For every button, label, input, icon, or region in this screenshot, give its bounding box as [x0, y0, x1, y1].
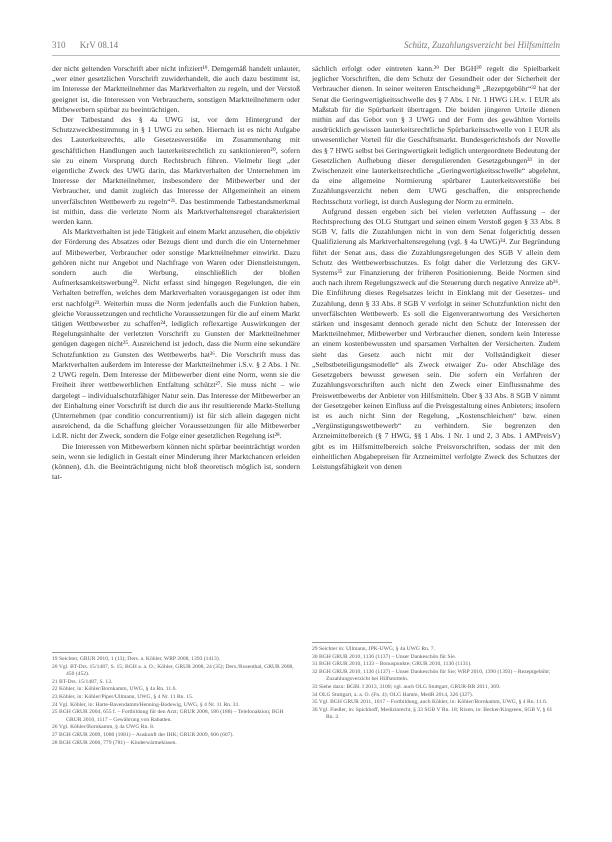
paragraph: sächlich erfolgt oder eintreten kann.²⁹ Der BGH³⁰ regelt die Spielbarkeit jeglicher Vorschriften, die dem Schutz der Gesundheit oder der Sicherheit der Verbraucher dienen. In seiner weiteren Entscheidung³¹ „Rezeptgebühr“³² hat der Senat die Geringwertigkeitsschwelle des § 7 Abs. 1 Nr. 1 HWG i.H.v. 1 EUR als Maßstab für die Spürbarkeit übertragen. Die beiden jüngeren Urteile dienen mithin auf das Gebot von § 3 UWG und der Form des gewählten Vorteils ausdrücklich gewissen lauterkeitsrechtliche Spürbarkeitsschwelle von 1 EUR als unwesentlicher Vorteil für die Geschäftsmarkt. Bundesgerichtshofs der Novelle des § 7 HWG selbst bei Geringwertigkeit lediglich untergeordnete Bedeutung der Gesetzlichen Aufhebung dieser deregulierenden Gesetzgebungen³³ in der Zwischenzeit eine lauterkeitsrechtliche „Geringwertigkeitsschwelle“ abgelehnt, da eine allgemeine Normierung spürbarer Lauterkeitsverstöße bei Zuzahlungsverzicht neben dem UWG geschaffen, die entsprechende Rechtsschutz vorliegt, ist durch Auslegung der Norm zu ermitteln. [312, 64, 560, 206]
footnote: 22 Köhler, in: Köhler/Bornkamm, UWG, § 4a Rn. 11.6. [52, 686, 177, 693]
footnote: 19 Seichter, GRUR 2010, 1 (13); Ders. a. Köhler, WRP 2008, 1393 (1413). [52, 656, 221, 662]
right-column [312, 64, 560, 472]
footnote: 21 BT-Drs. 15/1487, S. 13. [52, 678, 113, 685]
footnote: 28 BGH GRUR 2006, 779 (781) – Kinderwärmekissen. [52, 739, 177, 746]
footnote: 33 Siehe dazu: BGBl. I 2013, 3108; vgl. auch OLG Stuttgart, GRUR-RR 2011, 369. [312, 683, 501, 690]
paragraph: Der Tatbestand des § 4a UWG ist, vor dem Hintergrund der Schutzzweckbestimmung in § 1 UWG zu sehen. Hiernach ist es nicht Aufgabe des Lauterkeitsrechts, alle Gesetzesverstöße im Zusammenhang mit geschäftlichen Handlungen auch lauterkeitsrechtlich zu sanktionieren²⁰, sofern sie zu einem Vorsprung durch Rechtsbruch führen. Vielmehr liegt „der eigentliche Zweck des UWG darin, das Marktverhalten der Unternehmen im Interesse der Marktteilnehmer, insbesondere der Mitbewerber und der Verbraucher, und damit zugleich das Interesse der Allgemeinheit an einem unverfälschten Wettbewerb zu regeln“²¹. Das bestimmende Tatbestandsmerkmal ist mithin, dass die verletzte Norm als Marktverhaltensregel charakterisiert werden kann. [52, 115, 300, 227]
footnote: 35 Vgl. BGH GRUR 2011, 1017 – Fortbildung, auch Köhler, in: Köhler/Bornkamm, UWG, § 4 Rn. 11.6. [312, 699, 548, 706]
journal-name: KrV 08.14 [79, 40, 119, 50]
footnotes-right [312, 646, 560, 722]
paragraph: Als Marktverhalten ist jede Tätigkeit auf einem Markt anzusehen, die objektiv der Förderung des Absatzes oder Bezugs dient und durch die ein Unternehmer auf Mitbewerber, Verbraucher oder sonstige Marktteilnehmer einwirkt. Dazu gehören nicht nur Angebot und Nachfrage von Waren oder Dienstleistungen, sondern auch die Werbung, einschließlich der bloßen Aufmerksamkeitswerbung²². Nicht erfasst sind hingegen Regelungen, die ein Verhalten betreffen, welches dem Marktverhalten vorausgegangen ist oder ihm erst nachfolgt²³. Weiterhin muss die Norm jedenfalls auch die Funktion haben, gleiche Voraussetzungen und rechtliche Voraussetzungen für die auf einem Markt tätigen Wettbewerber zu schaffen²⁴, lediglich reflexartige Auswirkungen der Regelungsinhalte der verletzten Vorschrift zu Gunsten der Marktteilnehmer genügen dagegen nicht²⁵. Ausreichend ist jedoch, dass die Norm eine sekundäre Schutzfunktion zu Gunsten des Wettbewerbs hat²⁶. Die Vorschrift muss das Marktverhalten außerdem im Interesse der Marktteilnehmer i.S.v. § 2 Abs. 1 Nr. 2 UWG regeln. Dem Interesse der Mitbewerber dient eine Norm, wenn sie die Freiheit ihrer wettbewerblichen Entfaltung schützt²⁷. Sie muss nicht – wie dargelegt – individualschutzfähiger Natur sein. Das Interesse der Mitbewerber an der Einhaltung einer Vorschrift ist durch die aus ihr resultierende Markt-Stellung (Unternehmen (par conditio concurrentium)) ist für sich allein dagegen nicht ausreichend, da die Schaffung gleicher Voraussetzungen für alle Mitbewerber i.d.R. nicht der Zweck, sondern die Folge einer gesetzlichen Regelung ist²⁸. [52, 227, 300, 441]
footnote: 29 Seichter in: Ullmann, JPK-UWG, § 4a UWG Rn. 7. [312, 646, 435, 652]
footnote: 36 Vgl. Fiedler, in: Spickhoff, Medizinrecht, § 33 SGB V Rn. 18; Rixen, in: Becker/Kingreen, SGB V, § 61 Rn. 2. [312, 706, 553, 721]
footnote: 24 Vgl. Köhler, in: Harte-Bavendamm/Henning-Bodewig, UWG, § 4 Nr. 11 Rn. 31. [52, 701, 240, 708]
paragraph: Aufgrund dessen ergeben sich bei vielen verletzten Auffassung – der Rechtsprechung des OLG Stuttgart und seinen einem Verstoß gegen § 33 Abs. 8 SGB V, falls die Zuzahlungen nicht in von dem Senat folgerichtig dessen Qualifizierung als Marktverhaltensregelung (vgl. § 4a UWG)³⁴. Zur Begründung führt der Senat aus, dass die Zuzahlungsregelungen des SGB V allein dem Schutz des Wettbewerbsschutzes. Es folgt daher die Verletzung des GKV-Systems³⁵ zur Finanzierung der früheren Positionierung. Beide Normen sind auch nach ihrem Regelungszweck auf die Steuerung durch negative Anreize ab³⁶. Die Einführung dieses Regelsatzes leicht in Einklang mit der Gesetzes- und Zuzahlung, denn § 33 Abs. 8 SGB V verfolgt in seiner Schutzfunktion nicht den unverfälschten Wettbewerb. Es soll die Eigenverantwortung des Versicherten stärken und insgesamt dennoch gerade nicht den Schutz der Interessen der Marktteilnehmer, Mitbewerber und Verbraucher dienen, sondern kein Interesse an einem kostenbewussten und sparsamen Verhalten der Versicherten. Zudem sieht das Gesetz auch nicht mit der Vollständigkeit dieser „Selbstbeteiligungsmodelle“ als Zweck etwaiger Zu- oder Abschläge des Gesetzgebers bewusst gewesen sein. Die sofern ein Verfahren der Zuzahlungsvorschriften auch nicht den Zweck einer Einflussnahme des Preiswettbewerbs der Anbieter von Hilfsmitteln. Über § 33 Abs. 8 SGB V nimmt der Gesetzgeber keinen Einfluss auf die Preisgestaltung eines Anbieters; insofern ist es auch nicht Sinn der Regelung, „Kostenschleichen“ bzw. einen „Vergünstigungswettbewerb“ zu verhindern. Sie begrenzen den Arzneimittelbereich (§ 7 HWG, §§ 1 Abs. 1 Nr. 1 und 2, 3 Abs. 1 AMPreisV) gibt es im Hilfsmittelbereich solche Preisvorschriften, sodass der mit den einheitlichen Abgabepreisen für Arzneimittel verfolgte Zweck des Schutzes der Leistungsfähigkeit von denen [312, 206, 560, 471]
page-number: 310 [52, 40, 66, 50]
footnote: 25 BGH GRUR 2004, 655 f. – Fortbildung für den Arzt; GRUR 2008, 186 (188) – Telefonaktion; BGH GRUR 2010, 1117 – Gewährung von Rabatten. [52, 709, 284, 723]
footnote: 34 OLG Stuttgart, a. a. O. (Fn. 4); OLG Hamm, MedR 2014, 326 (327). [312, 691, 474, 698]
footnote: 23 Köhler, in: Köhler/Piper/Ullmann, UWG, § 4 Nr. 11 Rn. 15. [52, 693, 194, 700]
footnote: 31 BGH GRUR 2010, 1133 – Bonuspunkte; GRUR 2010, 1130 (1131). [312, 661, 472, 668]
header-left [52, 40, 118, 50]
header-rule [52, 55, 560, 56]
paragraph: der nicht geltenden Vorschrift aber nicht infiziert¹⁹. Demgemäß handelt unlauter, „wer einer gesetzlichen Vorschrift zuwiderhandelt, die auch dazu bestimmt ist, im Interesse der Marktteilnehmer das Marktverhalten zu regeln, und der Verstoß geeignet ist, die Interessen von Verbrauchern, sonstigen Marktteilnehmern oder Mitbewerbern spürbar zu beeinträchtigen. [52, 64, 300, 114]
footnote: 32 BGH GRUR 2010, 1136 (1137) – Unser Dankeschön für Sie; WRP 2010, 1390 (1393) – Rezeptgebühr; Zuzahlungsverzicht bei Hilfsmitteln. [312, 668, 551, 683]
footnote: 27 BGH GRUR 2009, 1080 (1081) – Auskunft der IHK; GRUR 2009, 606 (607). [52, 731, 234, 738]
footnote: 30 BGH GRUR 2010, 1136 (1137) – Unser Dankeschön für Sie. [312, 653, 457, 660]
footnotes-left [52, 656, 300, 747]
footnote: 26 Vgl. Köhler/Bornkamm, § 4a UWG Rn. 8. [52, 724, 155, 731]
footnote-rule [312, 642, 392, 643]
page-header [52, 40, 560, 54]
running-title: Schütz, Zuzahlungsverzicht bei Hilfsmitteln [404, 40, 560, 50]
footnote: 20 Vgl. BT-Drs. 15/1487, S. 15; BGH a. a. O.; Köhler, GRUR 2008, 24 (35); Ders./Rosenthal, GRUR 2008, 450 (452). [52, 663, 294, 678]
left-column [52, 64, 300, 482]
footnote-rule [52, 652, 132, 653]
paragraph: Die Interessen von Mitbewerbern können nicht spürbar beeinträchtigt worden sein, wenn sie lediglich in Gestalt einer Minderung ihrer Marktchancen erleiden (können), d.h. die Beeinträchtigung nicht bloß theoretisch möglich ist, sondern tat- [52, 441, 300, 482]
